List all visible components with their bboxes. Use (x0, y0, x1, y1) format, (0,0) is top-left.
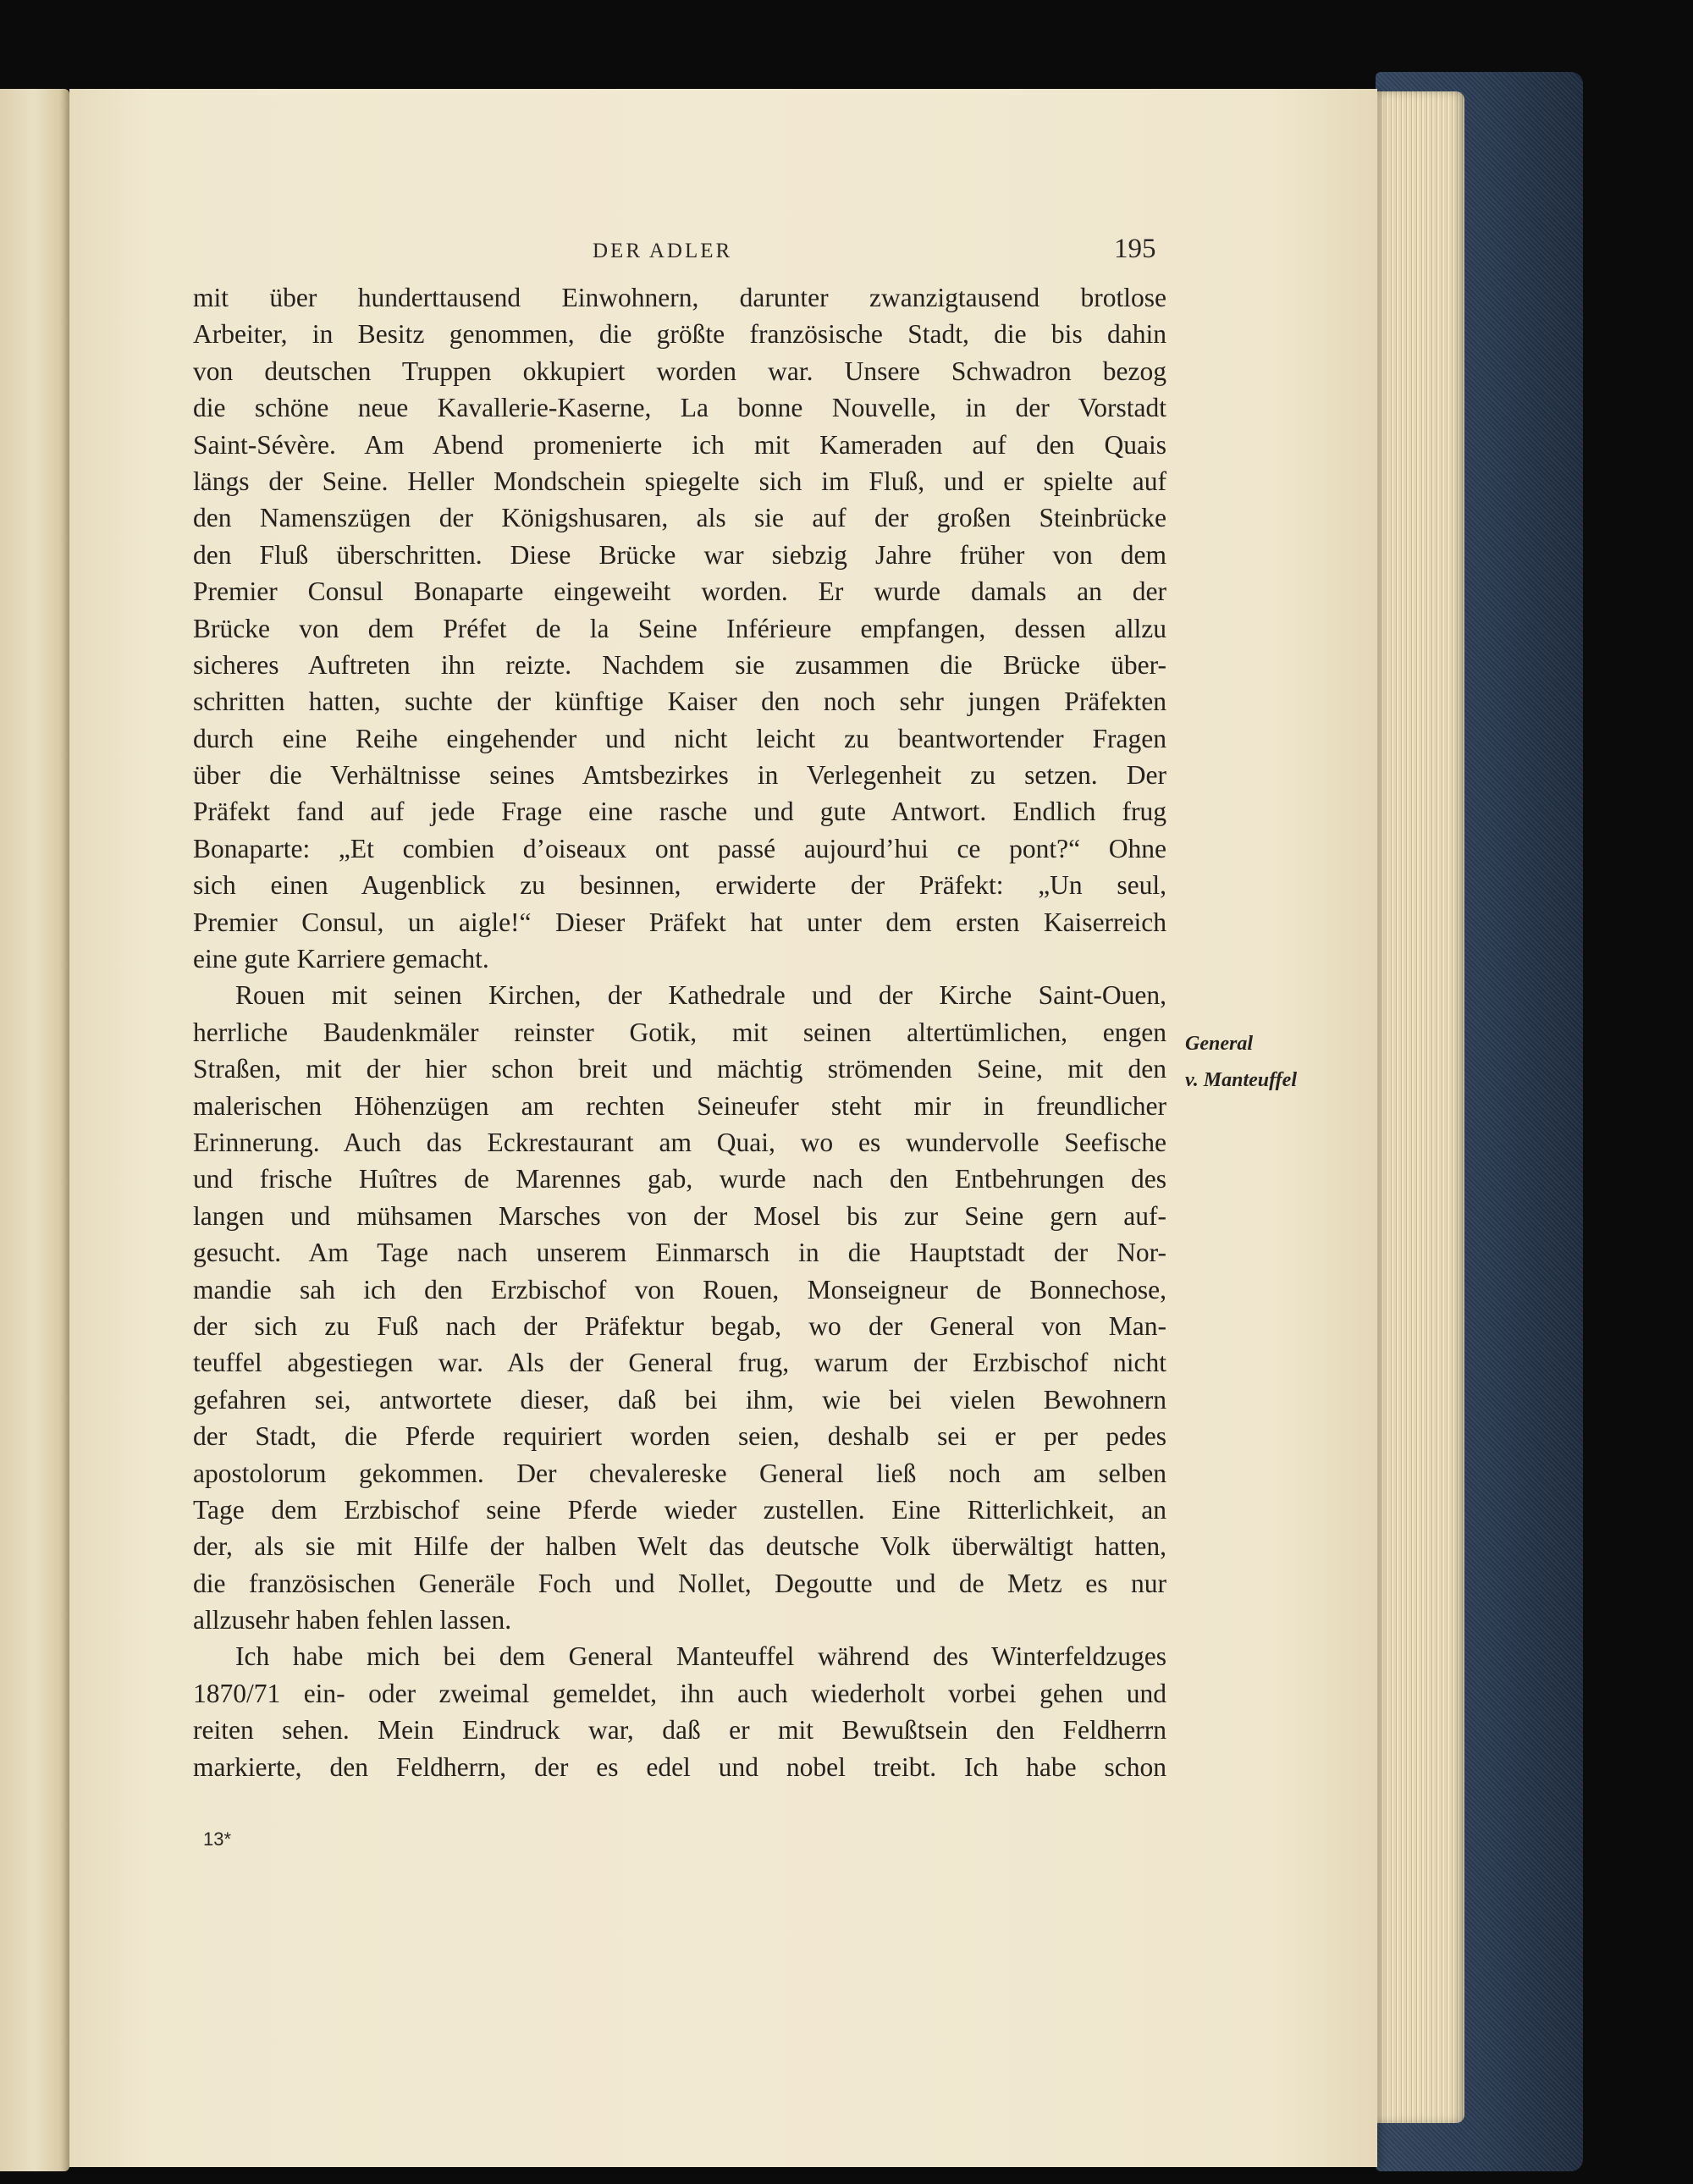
text-line: der sich zu Fuß nach der Präfektur begab, wo der General von Man- (193, 1310, 1166, 1341)
text-line: Ich habe mich bei dem General Manteuffel während des Winterfeldzuges (235, 1641, 1166, 1672)
text-line: gefahren sei, antwortete dieser, daß bei ihm, wie bei vielen Bewohnern (193, 1384, 1166, 1415)
previous-page-edge (0, 89, 69, 2171)
text-line: und frische Huîtres de Marennes gab, wurde nach den Entbehrungen des (193, 1164, 1166, 1194)
running-head: DER ADLER (593, 240, 733, 262)
page-edges (1363, 91, 1464, 2123)
text-line: durch eine Reihe eingehender und nicht leicht zu beantwortender Fragen (193, 723, 1166, 753)
text-line: Erinnerung. Auch das Eckrestaurant am Quai, wo es wundervolle Seefische (193, 1127, 1166, 1157)
text-line: Arbeiter, in Besitz genommen, die größte französische Stadt, die bis dahin (193, 319, 1166, 350)
text-line: malerischen Höhenzügen am rechten Seineufer steht mir in freundlicher (193, 1090, 1166, 1121)
signature-mark: 13* (203, 1828, 232, 1850)
text-line: Präfekt fand auf jede Frage eine rasche und gute Antwort. Endlich frug (193, 797, 1166, 827)
text-line: mandie sah ich den Erzbischof von Rouen, Monseigneur de Bonnechose, (193, 1274, 1166, 1304)
text-line: allzusehr haben fehlen lassen. (193, 1605, 512, 1635)
text-line: Premier Consul Bonaparte eingeweiht worden. Er wurde damals an der (193, 576, 1166, 607)
text-line: markierte, den Feldherrn, der es edel und nobel treibt. Ich habe schon (193, 1751, 1166, 1782)
text-line: apostolorum gekommen. Der chevalereske General ließ noch am selben (193, 1458, 1166, 1488)
text-line: Tage dem Erzbischof seine Pferde wieder zustellen. Eine Ritterlichkeit, an (193, 1494, 1166, 1525)
margin-note (1185, 1026, 1297, 1099)
margin-note-line: General (1185, 1033, 1253, 1055)
text-line: eine gute Karriere gemacht. (193, 944, 489, 974)
text-line: Saint-Sévère. Am Abend promenierte ich mit Kameraden auf den Quais (193, 429, 1166, 460)
page-number: 195 (1114, 234, 1156, 264)
text-line: Straßen, mit der hier schon breit und mächtig strömenden Seine, mit den (193, 1054, 1166, 1084)
text-line: herrliche Baudenkmäler reinster Gotik, mit seinen altertümlichen, engen (193, 1017, 1166, 1047)
text-line: 1870/71 ein- oder zweimal gemeldet, ihn auch wiederholt vorbei gehen und (193, 1678, 1166, 1708)
margin-note-line: v. Manteuffel (1185, 1069, 1297, 1091)
text-line: über die Verhältnisse seines Amtsbezirkes in Verlegenheit zu setzen. Der (193, 760, 1166, 791)
text-line: längs der Seine. Heller Mondschein spiegelte sich im Fluß, und er spielte auf (193, 466, 1166, 496)
text-line: den Namenszügen der Königshusaren, als sie auf der großen Steinbrücke (193, 503, 1166, 533)
text-line: der Stadt, die Pferde requiriert worden seien, deshalb sei er per pedes (193, 1421, 1166, 1452)
text-line: den Fluß überschritten. Diese Brücke war siebzig Jahre früher von dem (193, 539, 1166, 570)
text-line: Premier Consul, un aigle!“ Dieser Präfekt hat unter dem ersten Kaiserreich (193, 907, 1166, 937)
text-line: der, als sie mit Hilfe der halben Welt das deutsche Volk überwältigt hatten, (193, 1531, 1166, 1562)
text-line: reiten sehen. Mein Eindruck war, daß er mit Bewußtsein den Feldherrn (193, 1715, 1166, 1746)
text-line: von deutschen Truppen okkupiert worden war. Unsere Schwadron bezog (193, 356, 1166, 386)
text-line: sich einen Augenblick zu besinnen, erwiderte der Präfekt: „Un seul, (193, 870, 1166, 901)
text-line: sicheres Auftreten ihn reizte. Nachdem sie zusammen die Brücke über- (193, 649, 1166, 680)
text-line: Brücke von dem Préfet de la Seine Inférieure empfangen, dessen allzu (193, 613, 1166, 643)
text-line: mit über hunderttausend Einwohnern, darunter zwanzigtausend brotlose (193, 283, 1166, 312)
text-line: Rouen mit seinen Kirchen, der Kathedrale und der Kirche Saint-Ouen, (235, 980, 1166, 1011)
text-line: die französischen Generäle Foch und Nollet, Degoutte und de Metz es nur (193, 1568, 1166, 1598)
text-line: die schöne neue Kavallerie-Kaserne, La bonne Nouvelle, in der Vorstadt (193, 393, 1166, 423)
text-line: teuffel abgestiegen war. Als der General frug, warum der Erzbischof nicht (193, 1348, 1166, 1378)
text-line: schritten hatten, suchte der künftige Kaiser den noch sehr jungen Präfekten (193, 687, 1166, 717)
text-line: langen und mühsamen Marsches von der Mosel bis zur Seine gern auf- (193, 1200, 1166, 1231)
body-text (193, 279, 1166, 1785)
text-line: Bonaparte: „Et combien d’oiseaux ont passé aujourd’hui ce pont?“ Ohne (193, 833, 1166, 863)
text-line: gesucht. Am Tage nach unserem Einmarsch in die Hauptstadt der Nor- (193, 1238, 1166, 1268)
